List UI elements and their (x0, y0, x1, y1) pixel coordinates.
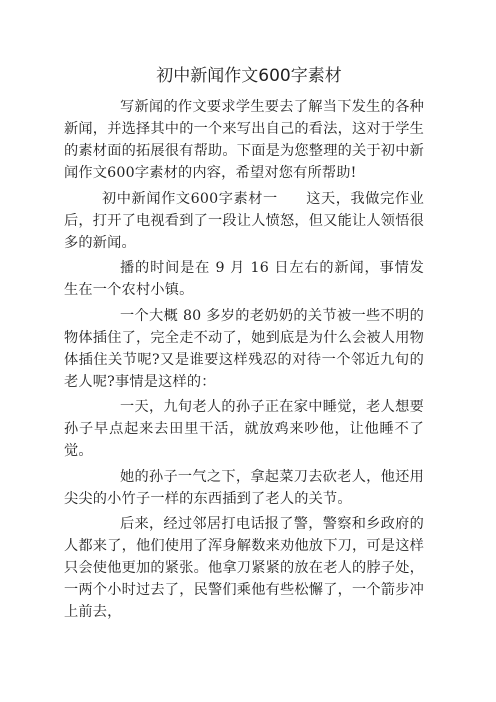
section-one-paragraph (64, 188, 424, 254)
intro-paragraph: 写新闻的作文要求学生要去了解当下发生的各种新闻，并选择其中的一个来写出自己的看法，这对于学生的素材面的拓展很有帮助。下面是为您整理的关于初中新闻作文600字素材的内容，希望对您有所帮助! (64, 99, 424, 181)
body-paragraph-3: 一天，九旬老人的孙子正在家中睡觉，老人想要孙子早点起来去田里干活，就放鸡来吵他，让他睡不了觉。 (64, 399, 424, 459)
body-paragraph-1: 播的时间是在 9 月 16 日左右的新闻，事情发生在一个农村小镇。 (64, 260, 424, 298)
body-paragraph-2: 一个大概 80 多岁的老奶奶的关节被一些不明的物体插住了，完全走不动了，她到底是为什么会被人用物体插住关节呢?又是谁要这样残忍的对待一个邻近九旬的老人呢?事情是这样的： (64, 307, 424, 390)
section-heading: 初中新闻作文600字素材一 (102, 190, 278, 207)
body-paragraph-5: 后来，经过邻居打电话报了警，警察和乡政府的人都来了，他们使用了浑身解数来劝他放下刀，可是这样只会使他更加的紧张。他拿刀紧紧的放在老人的脖子处，一两个小时过去了，民警们乘他有些松懈了，一个箭步冲上前去， (64, 516, 424, 620)
body-paragraph-4: 她的孙子一气之下，拿起菜刀去砍老人，他还用尖尖的小竹子一样的东西插到了老人的关节。 (64, 468, 424, 507)
document-title: 初中新闻作文600字素材 (156, 66, 342, 86)
section-first-text: 这天，我做完作业后，打开了电视看到了一段让人愤怒，但又能让人领悟很多的新闻。 (64, 190, 424, 251)
